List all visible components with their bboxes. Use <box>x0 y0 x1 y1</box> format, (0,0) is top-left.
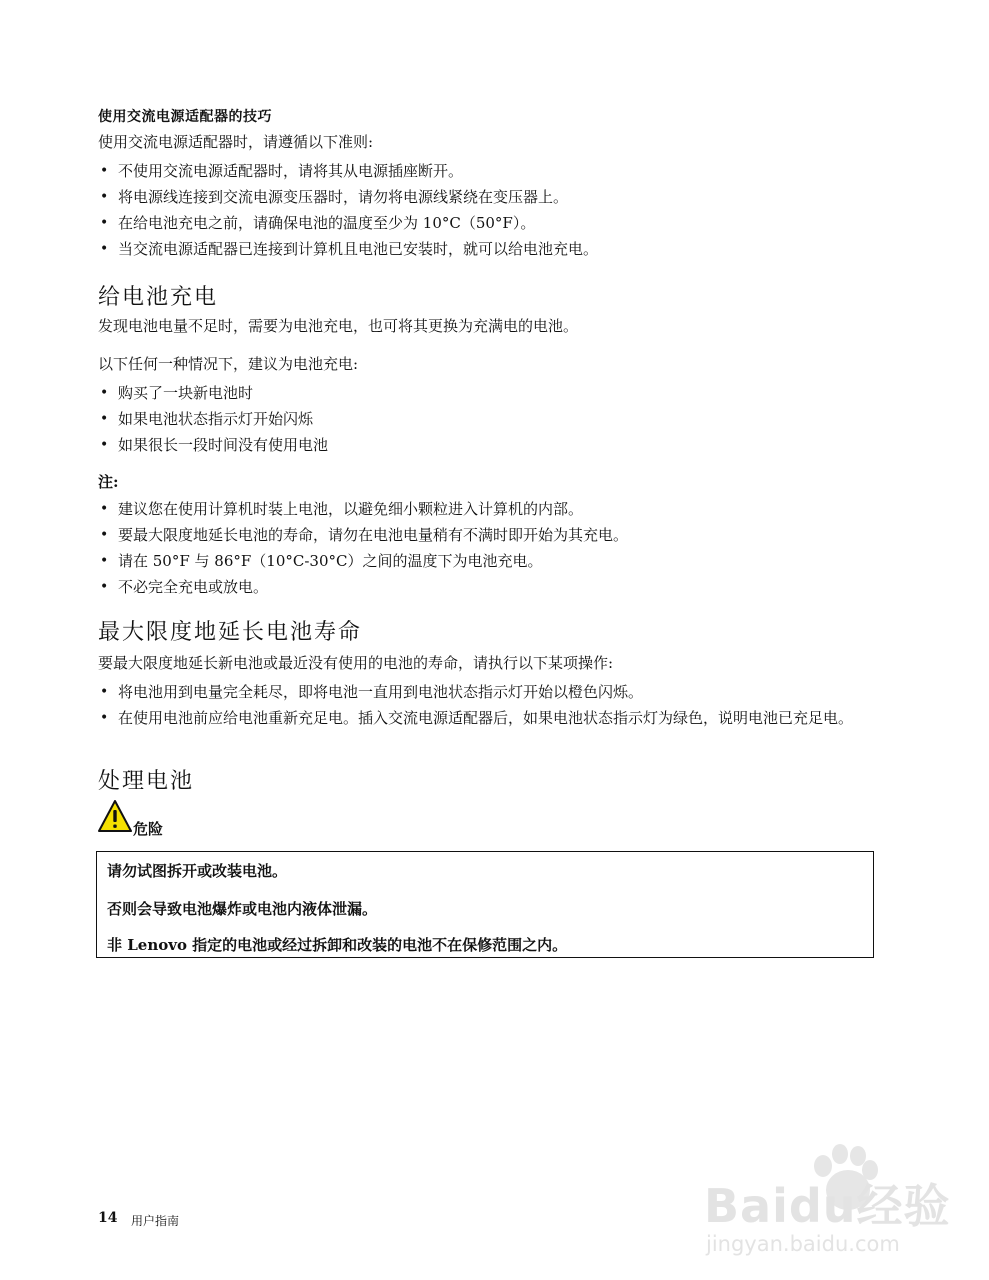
list-item: • 在给电池充电之前，请确保电池的温度至少为 10°C（50°F）。 <box>98 214 598 232</box>
note-label: 注: <box>98 473 119 491</box>
list-item: • 购买了一块新电池时 <box>98 384 328 402</box>
list-item: • 当交流电源适配器已连接到计算机且电池已安装时，就可以给电池充电。 <box>98 240 598 258</box>
warning-line: 请勿试图拆开或改装电池。 <box>107 862 288 880</box>
life-bullet-list <box>98 683 878 727</box>
watermark-url: jingyan.baidu.com <box>706 1232 900 1256</box>
list-item: • 建议您在使用计算机时装上电池，以避免细小颗粒进入计算机的内部。 <box>98 500 628 518</box>
list-item: • 请在 50°F 与 86°F（10°C-30°C）之间的温度下为电池充电。 <box>98 552 628 570</box>
warning-triangle-icon <box>97 799 133 833</box>
charge-para-2: 以下任何一种情况下，建议为电池充电: <box>98 355 359 373</box>
heading-maximize-battery-life: 最大限度地延长电池寿命 <box>98 620 363 645</box>
section-title-adapter-tips: 使用交流电源适配器的技巧 <box>98 109 272 125</box>
adapter-bullet-list <box>98 162 598 258</box>
charge-para-1: 发现电池电量不足时，需要为电池充电，也可将其更换为充满电的电池。 <box>98 317 579 335</box>
heading-handle-battery: 处理电池 <box>98 769 195 794</box>
list-item: • 不使用交流电源适配器时，请将其从电源插座断开。 <box>98 162 598 180</box>
list-item: • 要最大限度地延长电池的寿命，请勿在电池电量稍有不满时即开始为其充电。 <box>98 526 628 544</box>
warning-line: 非 Lenovo 指定的电池或经过拆卸和改装的电池不在保修范围之内。 <box>107 936 568 954</box>
watermark-brand: Baidu经验 <box>704 1179 951 1233</box>
list-item: • 如果很长一段时间没有使用电池 <box>98 436 328 454</box>
note-bullet-list <box>98 500 628 596</box>
page-number: 14 <box>98 1210 118 1226</box>
list-item: • 在使用电池前应给电池重新充足电。插入交流电源适配器后，如果电池状态指示灯为绿色，说明电池已充足电。 <box>98 709 878 727</box>
life-intro: 要最大限度地延长新电池或最近没有使用的电池的寿命，请执行以下某项操作: <box>98 654 614 672</box>
warning-line: 否则会导致电池爆炸或电池内液体泄漏。 <box>107 900 378 918</box>
list-item: • 将电池用到电量完全耗尽，即将电池一直用到电池状态指示灯开始以橙色闪烁。 <box>98 683 878 701</box>
list-item: • 将电源线连接到交流电源变压器时，请勿将电源线紧绕在变压器上。 <box>98 188 598 206</box>
danger-warning-box <box>96 851 874 958</box>
adapter-intro: 使用交流电源适配器时，请遵循以下准则: <box>98 133 374 151</box>
heading-charge-battery: 给电池充电 <box>98 285 219 310</box>
baidu-watermark <box>698 1128 951 1268</box>
danger-label: 危险 <box>133 820 164 838</box>
list-item: • 如果电池状态指示灯开始闪烁 <box>98 410 328 428</box>
footer-title: 用户指南 <box>131 1214 180 1228</box>
charge-bullet-list <box>98 384 328 454</box>
list-item: • 不必完全充电或放电。 <box>98 578 628 596</box>
